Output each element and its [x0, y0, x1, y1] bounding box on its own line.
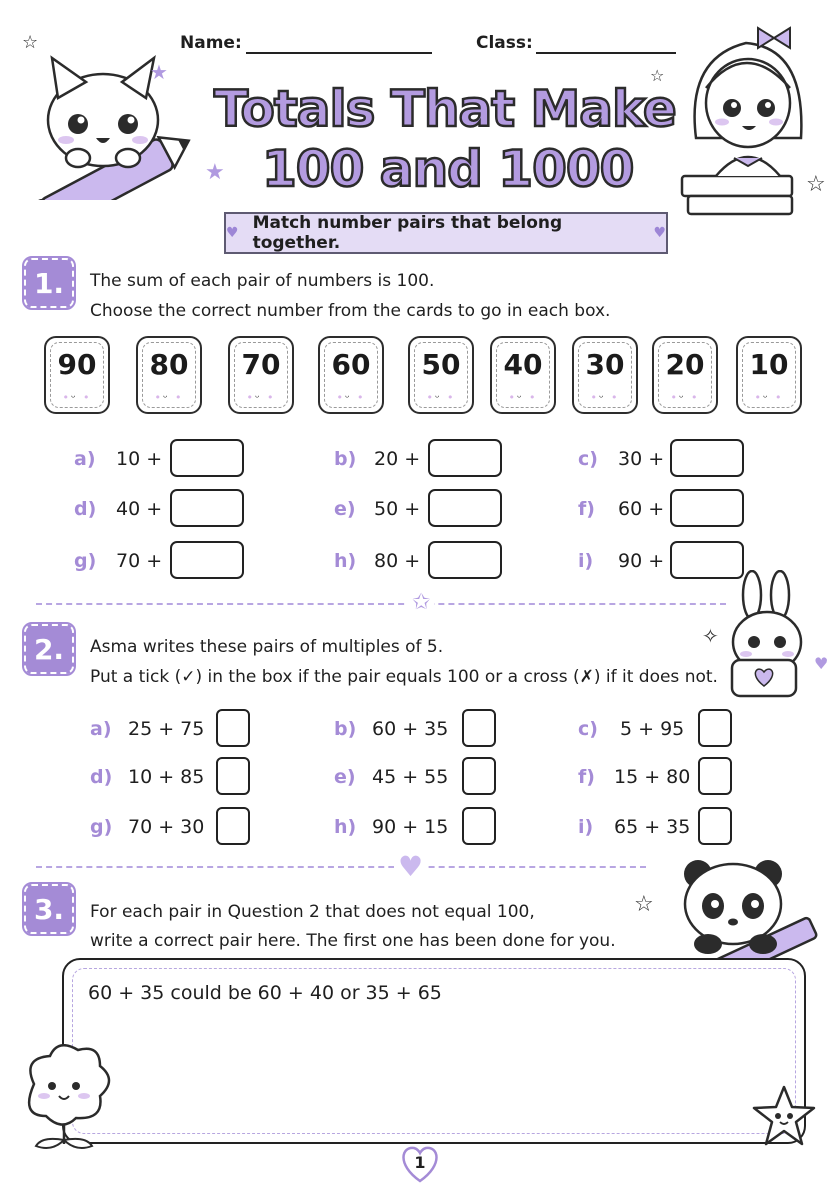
- question-1-line1: The sum of each pair of numbers is 100.: [90, 271, 435, 291]
- number-card[interactable]: [408, 336, 474, 414]
- item-expression: 30 +: [618, 448, 665, 470]
- star-icon: ★: [150, 60, 168, 84]
- face-icon: •ᵕ •: [426, 391, 456, 404]
- panda-pencil-illustration: [668, 852, 834, 967]
- item-expression: 45 + 55: [372, 766, 449, 788]
- item-label: h): [334, 550, 357, 572]
- item-label: f): [578, 498, 595, 520]
- item-expression: 50 +: [374, 498, 421, 520]
- sparkle-icon: ✧: [702, 624, 719, 648]
- tick-box[interactable]: [698, 807, 732, 845]
- face-icon: •ᵕ •: [62, 391, 92, 404]
- girl-books-illustration: [676, 18, 826, 218]
- item-label: i): [578, 816, 594, 838]
- item-label: h): [334, 816, 357, 838]
- answer-writing-area[interactable]: [62, 958, 806, 1144]
- answer-box[interactable]: [428, 439, 502, 477]
- star-icon: ☆: [650, 66, 665, 85]
- item-label: a): [90, 718, 112, 740]
- face-icon: •ᵕ •: [154, 391, 184, 404]
- item-label: c): [578, 448, 598, 470]
- section-divider: [36, 603, 726, 605]
- subtitle-ribbon: [224, 212, 668, 254]
- card-value: 70: [241, 348, 281, 381]
- number-card[interactable]: [318, 336, 384, 414]
- class-label: Class:: [476, 33, 533, 53]
- item-expression: 60 + 35: [372, 718, 449, 740]
- card-value: 40: [503, 348, 543, 381]
- cat-pencil-illustration: [18, 40, 198, 200]
- question-3-line1: For each pair in Question 2 that does not equal 100,: [90, 902, 535, 922]
- item-expression: 90 + 15: [372, 816, 449, 838]
- tick-box[interactable]: [698, 709, 732, 747]
- face-icon: •ᵕ •: [590, 391, 620, 404]
- item-expression: 70 + 30: [128, 816, 205, 838]
- answer-box[interactable]: [428, 489, 502, 527]
- card-value: 90: [57, 348, 97, 381]
- item-expression: 40 +: [116, 498, 163, 520]
- question-2-line1: Asma writes these pairs of multiples of 5.: [90, 637, 444, 657]
- item-label: b): [334, 448, 357, 470]
- page-title-line2: 100 and 1000: [262, 140, 634, 198]
- item-expression: 70 +: [116, 550, 163, 572]
- page-number-heart: [398, 1144, 442, 1184]
- heart-icon: ♥: [653, 225, 666, 241]
- item-expression: 20 +: [374, 448, 421, 470]
- number-card[interactable]: [572, 336, 638, 414]
- card-value: 20: [665, 348, 705, 381]
- item-expression: 10 + 85: [128, 766, 205, 788]
- bunny-illustration: [722, 570, 812, 700]
- item-expression: 80 +: [374, 550, 421, 572]
- name-label: Name:: [180, 33, 242, 53]
- tick-box[interactable]: [698, 757, 732, 795]
- heart-icon: ♥: [226, 225, 239, 241]
- item-label: i): [578, 550, 594, 572]
- question-1-line2: Choose the correct number from the cards to go in each box.: [90, 301, 611, 321]
- answer-box[interactable]: [170, 489, 244, 527]
- number-card[interactable]: [44, 336, 110, 414]
- tick-box[interactable]: [462, 757, 496, 795]
- answer-box[interactable]: [428, 541, 502, 579]
- card-value: 50: [421, 348, 461, 381]
- heart-icon: ♥: [394, 850, 427, 883]
- item-label: d): [74, 498, 97, 520]
- item-expression: 65 + 35: [614, 816, 691, 838]
- tick-box[interactable]: [462, 807, 496, 845]
- card-value: 30: [585, 348, 625, 381]
- section-divider: [36, 866, 646, 868]
- star-icon: ✩: [408, 590, 434, 615]
- question-3-line2: write a correct pair here. The first one has been done for you.: [90, 931, 616, 951]
- tick-box[interactable]: [216, 709, 250, 747]
- heart-icon: ♥: [814, 654, 829, 673]
- question-2-line2: Put a tick (✓) in the box if the pair equals 100 or a cross (✗) if it does not.: [90, 667, 718, 687]
- face-icon: •ᵕ •: [508, 391, 538, 404]
- item-expression: 25 + 75: [128, 718, 205, 740]
- name-field[interactable]: [246, 52, 432, 54]
- item-expression: 60 +: [618, 498, 665, 520]
- star-icon: ★: [205, 160, 225, 185]
- number-card[interactable]: [490, 336, 556, 414]
- page-number: 1: [414, 1153, 426, 1172]
- class-field[interactable]: [536, 52, 676, 54]
- subtitle-text: Match number pairs that belong together.: [252, 213, 563, 253]
- answer-box[interactable]: [170, 541, 244, 579]
- item-expression: 5 + 95: [620, 718, 685, 740]
- number-card[interactable]: [228, 336, 294, 414]
- item-label: e): [334, 498, 356, 520]
- card-value: 10: [749, 348, 789, 381]
- tick-box[interactable]: [216, 807, 250, 845]
- star-icon: ☆: [634, 892, 654, 917]
- card-value: 80: [149, 348, 189, 381]
- star-character-illustration: [752, 1084, 816, 1148]
- item-label: d): [90, 766, 113, 788]
- number-card[interactable]: [136, 336, 202, 414]
- item-expression: 90 +: [618, 550, 665, 572]
- item-label: a): [74, 448, 96, 470]
- star-icon: ☆: [22, 32, 39, 53]
- item-label: c): [578, 718, 598, 740]
- answer-box[interactable]: [170, 439, 244, 477]
- page-title-line1: Totals That Make: [214, 80, 676, 138]
- item-label: g): [90, 816, 113, 838]
- star-icon: ☆: [806, 172, 826, 197]
- item-expression: 15 + 80: [614, 766, 691, 788]
- answer-box[interactable]: [670, 489, 744, 527]
- tick-box[interactable]: [462, 709, 496, 747]
- item-label: e): [334, 766, 356, 788]
- example-answer: 60 + 35 could be 60 + 40 or 35 + 65: [88, 982, 442, 1004]
- number-card[interactable]: [652, 336, 718, 414]
- item-label: b): [334, 718, 357, 740]
- face-icon: •ᵕ •: [670, 391, 700, 404]
- question-2-number: 2.: [24, 624, 74, 674]
- item-expression: 10 +: [116, 448, 163, 470]
- question-3-number: 3.: [24, 884, 74, 934]
- item-label: g): [74, 550, 97, 572]
- tick-box[interactable]: [216, 757, 250, 795]
- face-icon: •ᵕ •: [246, 391, 276, 404]
- item-label: f): [578, 766, 595, 788]
- face-icon: •ᵕ •: [336, 391, 366, 404]
- card-value: 60: [331, 348, 371, 381]
- number-card[interactable]: [736, 336, 802, 414]
- answer-box[interactable]: [670, 439, 744, 477]
- question-1-number: 1.: [24, 258, 74, 308]
- face-icon: •ᵕ •: [754, 391, 784, 404]
- flower-illustration: [14, 1044, 114, 1150]
